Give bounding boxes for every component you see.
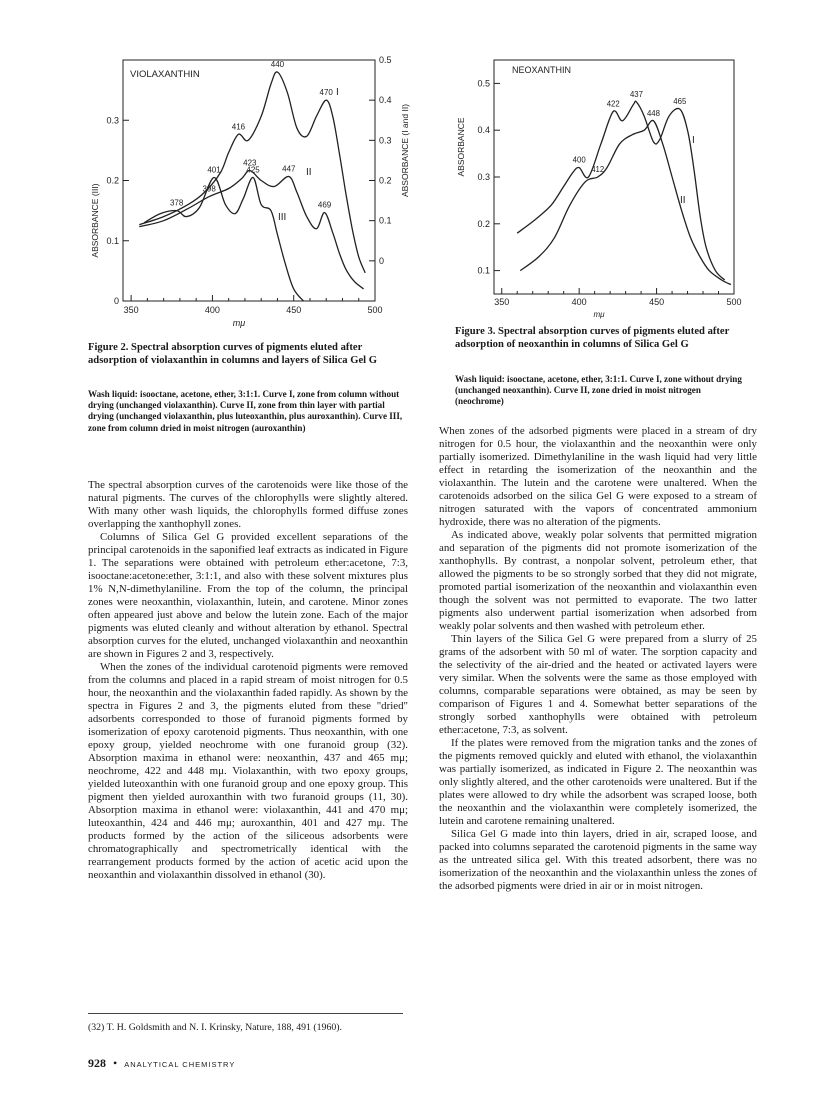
peak-label: 470 (319, 88, 333, 98)
peak-label: 412 (591, 165, 605, 174)
peak-label: 425 (246, 165, 260, 175)
peak-label: 437 (629, 90, 643, 100)
paragraph: Columns of Silica Gel G provided excellent separations of the principal carotenoids in the saponified leaf extracts as indicated in Figure 1. The separations were obtained with petroleum ether:acetone, 7:3, isooctane:acetone:ether, 3:1:1, and also with these solvent mixtures plus 1% N,N-dimethylaniline. From the top of the column, the principal zones were neoxanthin, violaxanthin, lutein, and carotene. Minor zones often appeared just above and below the lutein zone. Each of the major pigments was eluted cleanly and without alteration by ethanol. Spectral absorption curves for the eluted, unchanged violaxanthin and neoxanthin are shown in Figures 2 and 3, respectively. (88, 531, 408, 660)
peak-label: 423 (243, 158, 257, 168)
chart-title: NEOXANTHIN (512, 65, 572, 75)
y-tick-label: 0.3 (477, 172, 490, 182)
journal-name: ANALYTICAL CHEMISTRY (124, 1060, 236, 1069)
peak-label: 416 (231, 122, 246, 132)
y-left-axis-label: ABSORBANCE (III) (90, 183, 100, 258)
paragraph: Silica Gel G made into thin layers, dried in air, scraped loose, and packed into columns separated the carotenoid pigments in the same way as the untreated silica gel. With this treated adsorbent, there was no isomerization of the neoxanthin and the violaxanthin unless the zones of the adsorbed pigments were dried in air or in moist nitrogen. (439, 828, 757, 892)
x-tick-label: 350 (123, 305, 139, 315)
y-left-tick-label: 0.1 (106, 235, 119, 246)
peak-label: 398 (202, 184, 216, 194)
x-tick-label: 450 (649, 297, 665, 307)
x-tick-label: 500 (726, 297, 742, 307)
figure-2-legend: Wash liquid: isooctane, acetone, ether, 3:1:1. Curve I, zone from column without drying (unchanged violaxanthin). Curve II, zone from thin layer with partial drying (unchanged violaxanthin, plus luteoxanthin, plus auroxanthin). Curve III, zone from column dried in moist nitrogen (auroxanthin) (88, 389, 403, 433)
paragraph: Thin layers of the Silica Gel G were prepared from a slurry of 25 grams of the adsorbent with 50 ml of water. The sorption capacity and the selectivity of the air-dried and the heated or activated layers were very similar. When the solvents were the same as those employed with columns, comparable separations were obtained, as may be seen by comparison of Figures 1 and 4. Somewhat better separations of the strongly sorbed xanthophylls were obtained with petroleum ether:acetone, 7:3, as solvent. (439, 633, 757, 736)
series-label-ii: II (680, 195, 686, 206)
figure-3-chart (452, 55, 752, 325)
body-column-right (439, 425, 757, 893)
peak-label: 448 (646, 108, 660, 118)
y-left-tick-label: 0.3 (106, 115, 119, 126)
y-right-tick-label: 0.3 (379, 135, 392, 146)
chart-title: VIOLAXANTHIN (130, 69, 200, 80)
x-axis-label: mμ (232, 318, 246, 328)
series-line-ii (139, 170, 363, 288)
figure-3-legend: Wash liquid: isooctane, acetone, ether, 3:1:1. Curve I, zone without drying (unchanged neoxanthin). Curve II, zone dried in moist nitrogen (neochrome) (455, 374, 742, 407)
paragraph: When zones of the adsorbed pigments were placed in a stream of dry nitrogen for 0.5 hour, the violaxanthin and the neoxanthin were only partially isomerized. Dimethylaniline in the wash liquid had very little effect in retarding the isomerization of the neoxanthin and the violaxanthin. The lutein and the carotene were unaltered. When the carotenoids adsorbed on the silica Gel G were exposed to a stream of nitrogen saturated with the vapors of concentrated ammonium hydroxide, there was no alteration of the pigments. (439, 425, 757, 528)
figure-2-chart (90, 50, 420, 330)
y-tick-label: 0.4 (477, 125, 490, 136)
y-tick-label: 0.1 (477, 265, 490, 276)
series-label-ii: II (306, 167, 312, 178)
peak-label: 440 (270, 60, 285, 70)
paragraph: The spectral absorption curves of the carotenoids were like those of the natural pigments. The curves of the chlorophylls were slightly altered. With many other wash liquids, the chlorophylls formed diffuse zones overlapping the xanthophyll zones. (88, 479, 408, 530)
series-line-ii (520, 120, 731, 284)
peak-label: 401 (207, 165, 221, 175)
y-right-axis-label: ABSORBANCE (I and II) (400, 103, 410, 198)
y-left-tick-label: 0.2 (106, 175, 119, 186)
paragraph: When the zones of the individual carotenoid pigments were removed from the columns and placed in a rapid stream of moist nitrogen for 0.5 hour, the neoxanthin and the violaxanthin faded rapidly. As shown by the spectra in Figures 2 and 3, the pigments eluted from these "dried" adsorbents corresponded to those of furanoid pigments formed by isomerization of epoxy carotenoid pigments. Thus neoxanthin, with one epoxy group, yielded neochrome with one furanoid group (32). Absorption maxima in ethanol were: neoxanthin, 437 and 465 mμ; neochrome, 422 and 448 mμ. Violaxanthin, with two epoxy groups, yielded luteoxanthin with one furanoid group and one epoxy group. This pigment then yielded auroxanthin with two furanoid groups (11, 30). Absorption maxima in ethanol were: violaxanthin, 441 and 470 mμ; luteoxanthin, 424 and 446 mμ; auroxanthin, 401 and 427 mμ. The products formed by the action of the siliceous adsorbents were chromatographically and spectrometrically identical with the rearrangement products formed by the action of acetic acid upon the neoxanthin and violaxanthin dissolved in ethanol (30). (88, 661, 408, 881)
y-right-tick-label: 0 (379, 255, 385, 266)
peak-label: 378 (169, 198, 184, 208)
y-tick-label: 0.5 (477, 78, 490, 89)
series-label-iii: III (278, 212, 287, 223)
page-number: 928 (88, 1056, 106, 1070)
page-footer (88, 1056, 235, 1071)
series-line-iii (144, 177, 303, 301)
y-right-tick-label: 0.5 (379, 55, 392, 65)
y-tick-label: 0.2 (477, 218, 490, 229)
series-label-i: I (336, 87, 339, 98)
peak-label: 465 (673, 97, 687, 107)
figure-2-caption: Figure 2. Spectral absorption curves of pigments eluted after adsorption of violaxanthin in columns and layers of Silica Gel G (88, 342, 378, 366)
footnote: (32) T. H. Goldsmith and N. I. Krinsky, Nature, 188, 491 (1960). (88, 1022, 342, 1033)
y-right-tick-label: 0.2 (379, 175, 392, 186)
paragraph: If the plates were removed from the migration tanks and the zones of the pigments removed quickly and eluted with ethanol, the violaxanthin was partially isomerized, as indicated in Figure 2. The neoxanthin was only slightly altered, and the other carotenoids were unaltered. But if the plates were allowed to dry while the adsorbent was scraped loose, both the neoxanthin and the violaxanthin were completely isomerized, the lutein and carotene remaining unaltered. (439, 737, 757, 827)
series-label-i: I (692, 135, 695, 146)
series-line-i (517, 101, 725, 280)
x-tick-label: 500 (367, 305, 383, 315)
x-tick-label: 400 (571, 297, 587, 307)
y-left-tick-label: 0 (113, 296, 119, 306)
footer-bullet: • (113, 1056, 118, 1070)
peak-label: 400 (572, 155, 586, 165)
body-column-left (88, 479, 408, 882)
x-axis-label: mμ (593, 310, 605, 319)
y-right-tick-label: 0.1 (379, 215, 392, 226)
paragraph: As indicated above, weakly polar solvents that permitted migration and separation of the pigments did not promote isomerization of the xanthophylls. By contrast, a nonpolar solvent, petroleum ether, that allowed the pigments to be so strongly sorbed that they did not migrate, promoted partial isomerization of the neoxanthin and violaxanthin even though the solvent was not permitted to evaporate. The two latter pigments also underwent partial isomerization when adsorbed from weakly polar solvents and then washed with petroleum ether. (439, 529, 757, 632)
y-axis-label: ABSORBANCE (456, 117, 466, 177)
figure-3-caption: Figure 3. Spectral absorption curves of pigments eluted after adsorption of neoxanthin in columns of Silica Gel G (455, 326, 730, 350)
y-right-tick-label: 0.4 (379, 95, 392, 106)
footnote-rule (88, 1013, 403, 1014)
x-tick-label: 400 (204, 305, 220, 315)
plot-frame (494, 60, 734, 294)
peak-label: 422 (606, 99, 620, 109)
peak-label: 469 (317, 200, 332, 210)
x-tick-label: 350 (494, 297, 510, 307)
x-tick-label: 450 (286, 305, 302, 315)
peak-label: 447 (282, 164, 296, 174)
